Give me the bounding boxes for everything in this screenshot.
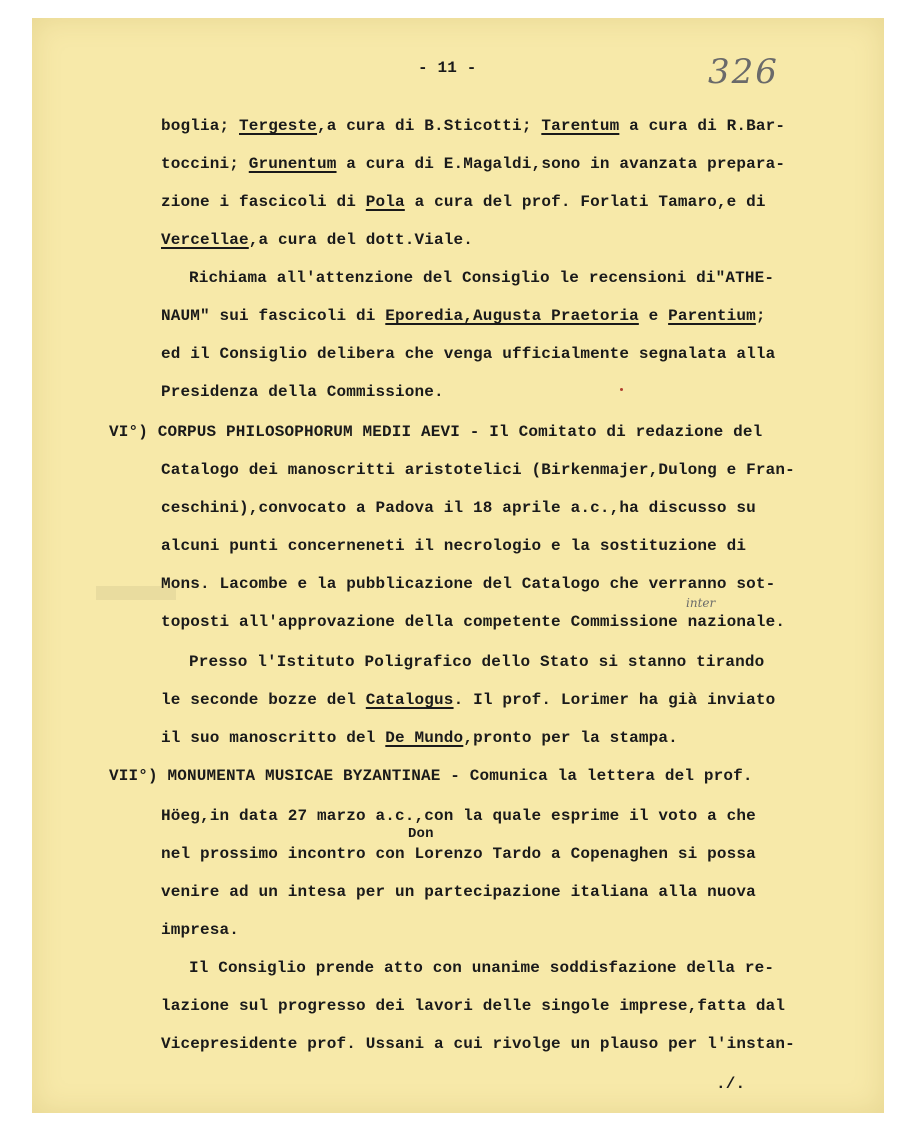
- text-line-4: Vercellae,a cura del dott.Viale.: [161, 231, 474, 249]
- underlined-title-pola: Pola: [365, 193, 405, 211]
- page-number: - 11 -: [418, 59, 477, 77]
- text-line-5: Richiama all'attenzione del Consiglio le recensioni di"ATHE-: [189, 269, 775, 287]
- section-heading-vi: VI°) CORPUS PHILOSOPHORUM MEDII AEVI - Il Comitato di redazione del: [109, 423, 763, 441]
- text-line-1: boglia; Tergeste,a cura di B.Sticotti; Tarentum a cura di R.Bar-: [161, 117, 786, 135]
- underlined-title-grunentum: Grunentum: [248, 155, 337, 173]
- text-line-20: nel prossimo incontro con Lorenzo Tardo a Copenaghen si possa: [161, 845, 756, 863]
- typed-insert-don: Don: [408, 826, 434, 842]
- underlined-title-tergeste: Tergeste: [239, 117, 318, 135]
- text-line-10: Catalogo dei manoscritti aristotelici (Birkenmajer,Dulong e Fran-: [161, 461, 795, 479]
- document-page: [32, 18, 884, 1113]
- underlined-title-eporedia: Eporedia,Augusta Praetoria: [385, 307, 639, 325]
- continuation-mark: ./.: [716, 1075, 746, 1093]
- text-line-3: zione i fascicoli di Pola a cura del prof. Forlati Tamaro,e di: [161, 193, 766, 211]
- text-line-21: venire ad un intesa per un partecipazione italiana alla nuova: [161, 883, 756, 901]
- text-line-16: le seconde bozze del Catalogus. Il prof. Lorimer ha già inviato: [161, 691, 776, 709]
- text-line-19: Höeg,in data 27 marzo a.c.,con la quale esprime il voto a che: [161, 807, 756, 825]
- text-line-2: toccini; Grunentum a cura di E.Magaldi,sono in avanzata prepara-: [161, 155, 786, 173]
- handwritten-insert: inter: [686, 596, 716, 610]
- text-line-22: impresa.: [161, 921, 240, 939]
- underlined-title-catalogus: Catalogus: [365, 691, 454, 709]
- text-line-13: Mons. Lacombe e la pubblicazione del Catalogo che verranno sot-: [161, 575, 776, 593]
- text-line-7: ed il Consiglio delibera che venga ufficialmente segnalata alla: [161, 345, 776, 363]
- show-through-smudge: [96, 586, 176, 600]
- ink-dot: [620, 388, 623, 391]
- section-heading-vii: VII°) MONUMENTA MUSICAE BYZANTINAE - Comunica la lettera del prof.: [109, 767, 753, 785]
- text-line-24: lazione sul progresso dei lavori delle singole imprese,fatta dal: [161, 997, 786, 1015]
- text-line-14: toposti all'approvazione della competente Commissione nazionale.: [161, 613, 786, 631]
- underlined-title-de-mundo: De Mundo: [385, 729, 464, 747]
- text-line-17: il suo manoscritto del De Mundo,pronto per la stampa.: [161, 729, 678, 747]
- handwritten-folio-number: 326: [708, 52, 779, 92]
- text-line-12: alcuni punti concerneneti il necrologio e la sostituzione di: [161, 537, 747, 555]
- text-line-15: Presso l'Istituto Poligrafico dello Stato si stanno tirando: [189, 653, 765, 671]
- underlined-title-vercellae: Vercellae: [161, 231, 249, 249]
- text-line-11: ceschini),convocato a Padova il 18 aprile a.c.,ha discusso su: [161, 499, 756, 517]
- text-line-8: Presidenza della Commissione.: [161, 383, 444, 401]
- underlined-title-parentium: Parentium: [668, 307, 756, 325]
- underlined-title-tarentum: Tarentum: [541, 117, 620, 135]
- text-line-6: NAUM" sui fascicoli di Eporedia,Augusta Praetoria e Parentium;: [161, 307, 766, 325]
- text-line-25: Vicepresidente prof. Ussani a cui rivolge un plauso per l'instan-: [161, 1035, 795, 1053]
- text-line-23: Il Consiglio prende atto con unanime soddisfazione della re-: [189, 959, 775, 977]
